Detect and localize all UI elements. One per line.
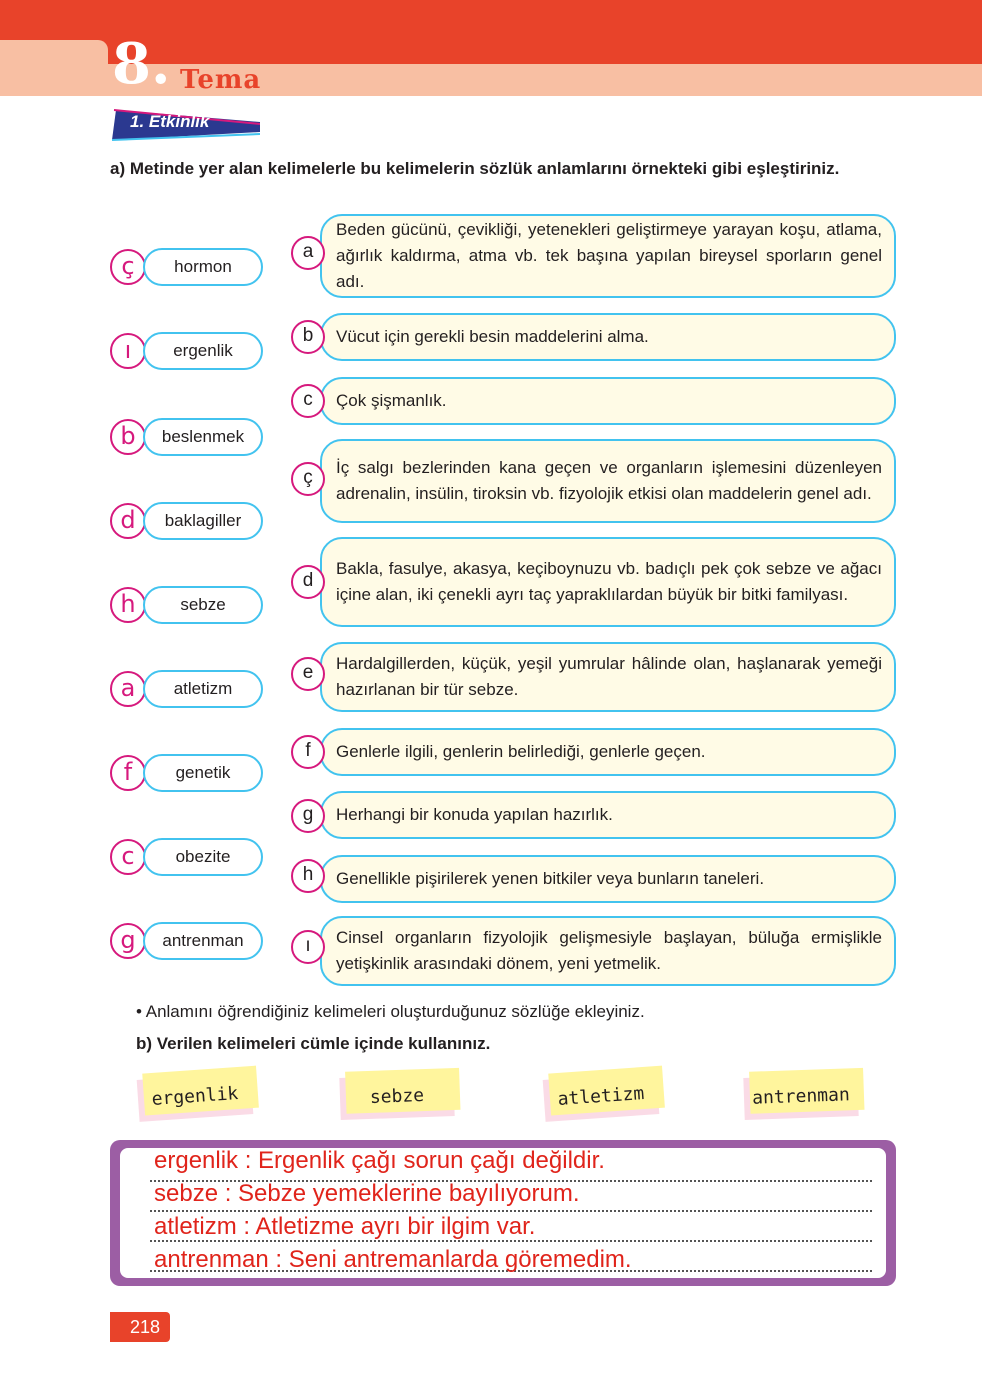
definition-letter: ı <box>291 930 325 964</box>
definition-letter: g <box>291 799 325 833</box>
answer-circle[interactable]: b <box>110 419 146 455</box>
sticky-note <box>743 1074 858 1120</box>
word-pill: hormon <box>143 248 263 286</box>
definition-box <box>320 916 896 986</box>
answer-sentence: atletizm : Atletizme ayrı bir ilgim var. <box>154 1213 536 1240</box>
sticky-word: ergenlik <box>150 1083 239 1111</box>
sticky-word: antrenman <box>751 1084 851 1109</box>
definition-text: Genlerle ilgili, genlerin belirlediği, genlerle geçen. <box>336 742 706 761</box>
word-pill: beslenmek <box>143 418 263 456</box>
tema-tab <box>0 40 108 96</box>
answer-circle[interactable]: f <box>110 755 146 791</box>
definition-letter: h <box>291 859 325 893</box>
definition-text: Beden gücünü, çevikliği, yetenekleri geliştirmeye yarayan koşu, atlama, ağırlık kaldırma, atma vb. tek başına yapılan bireysel sporların genel adı. <box>336 220 882 291</box>
definition-letter: e <box>291 657 325 691</box>
answer-sentence: ergenlik : Ergenlik çağı sorun çağı değildir. <box>154 1147 605 1174</box>
definition-box <box>320 855 896 903</box>
answer-circle[interactable]: ç <box>110 249 146 285</box>
answer-circle[interactable]: g <box>110 923 146 959</box>
definition-text: Vücut için gerekli besin maddelerini alma. <box>336 327 649 346</box>
theme-title: Tema <box>180 65 262 95</box>
word-pill: atletizm <box>143 670 263 708</box>
definition-text: Genellikle pişirilerek yenen bitkiler veya bunların taneleri. <box>336 869 765 888</box>
definition-text: Cinsel organların fizyolojik gelişmesiyle başlayan, büluğa ermişlikle yetişkinlik arasındaki dönem, yeni yetmelik. <box>336 928 882 973</box>
activity-label: 1. Etkinlik <box>130 112 210 131</box>
word-pill: antrenman <box>143 922 263 960</box>
sticky-note <box>543 1072 660 1122</box>
definition-text: Bakla, fasulye, akasya, keçiboynuzu vb. badıçlı pek çok sebze ve ağacı içine alan, iki çenekli ayrı taç yapraklılardan büyük bir bitki familyası. <box>336 559 882 604</box>
definition-box <box>320 313 896 361</box>
definition-letter: d <box>291 565 325 599</box>
definition-text: Hardalgillerden, küçük, yeşil yumrular hâlinde olan, haşlanarak yemeği hazırlanan bir tür sebze. <box>336 654 882 699</box>
definition-box <box>320 439 896 523</box>
sticky-note <box>339 1074 454 1120</box>
sticky-word: atletizm <box>556 1083 645 1111</box>
answer-circle[interactable]: c <box>110 839 146 875</box>
word-pill: sebze <box>143 586 263 624</box>
definition-text: İç salgı bezlerinden kana geçen ve organların işlemesini düzenleyen adrenalin, insülin, tiroksin vb. fizyolojik etkisi olan maddelerin genel adı. <box>336 458 882 503</box>
answer-circle[interactable]: a <box>110 671 146 707</box>
word-pill: ergenlik <box>143 332 263 370</box>
definition-box <box>320 377 896 425</box>
answer-circle[interactable]: d <box>110 503 146 539</box>
definition-box <box>320 214 896 298</box>
sticky-word: sebze <box>369 1085 425 1108</box>
definition-letter: c <box>291 384 325 418</box>
definition-box <box>320 642 896 712</box>
answer-circle[interactable]: ı <box>110 333 146 369</box>
definition-letter: b <box>291 320 325 354</box>
definition-box <box>320 537 896 627</box>
word-pill: baklagiller <box>143 502 263 540</box>
definition-letter: a <box>291 236 325 270</box>
word-pill: obezite <box>143 838 263 876</box>
answer-circle[interactable]: h <box>110 587 146 623</box>
definition-text: Çok şişmanlık. <box>336 391 447 410</box>
definition-box <box>320 791 896 839</box>
theme-number: 8. <box>112 31 171 97</box>
page-number: 218 <box>130 1317 161 1337</box>
dictionary-note: • Anlamını öğrendiğiniz kelimeleri oluşturduğunuz sözlüğe ekleyiniz. <box>136 1002 645 1021</box>
sticky-note <box>137 1072 254 1122</box>
definition-box <box>320 728 896 776</box>
instruction-b: b) Verilen kelimeleri cümle içinde kullanınız. <box>136 1034 491 1053</box>
instruction-a: a) Metinde yer alan kelimelerle bu kelimelerin sözlük anlamlarını örnekteki gibi eşleştiriniz. <box>110 159 840 178</box>
definition-text: Herhangi bir konuda yapılan hazırlık. <box>336 805 613 824</box>
word-pill: genetik <box>143 754 263 792</box>
definition-letter: ç <box>291 462 325 496</box>
answer-sentence: sebze : Sebze yemeklerine bayılıyorum. <box>154 1180 580 1207</box>
answer-sentence: antrenman : Seni antremanlarda göremedim. <box>154 1246 632 1273</box>
definition-letter: f <box>291 735 325 769</box>
